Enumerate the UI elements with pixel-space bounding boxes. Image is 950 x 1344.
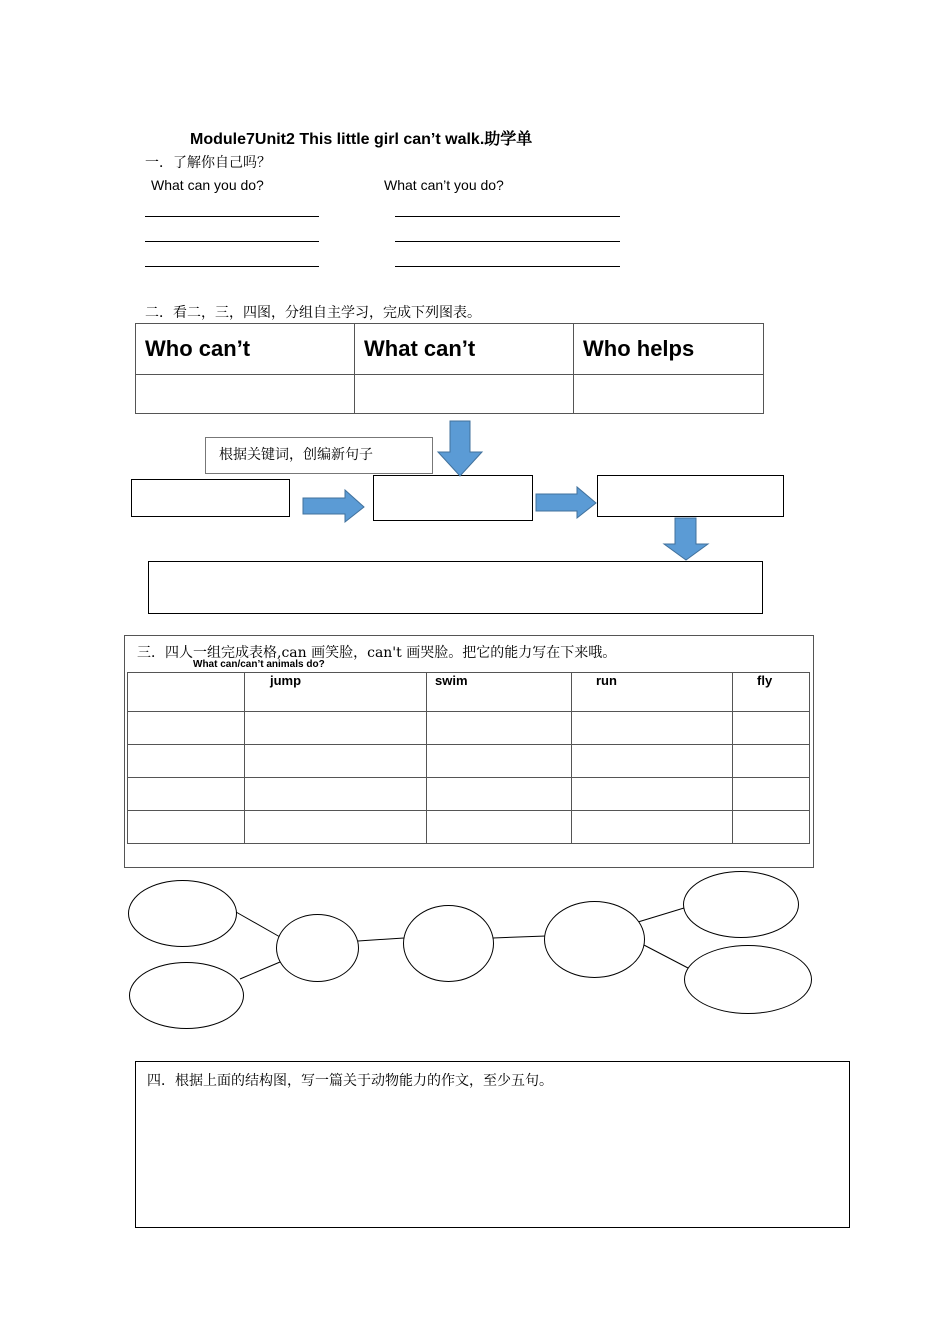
column-header-what-cant: What can’t — [355, 324, 574, 375]
table-cell[interactable] — [245, 811, 427, 844]
column-header-fly: fly — [733, 673, 810, 712]
arrow-right-icon — [303, 490, 364, 522]
table-cell[interactable] — [733, 811, 810, 844]
table-cell[interactable] — [733, 745, 810, 778]
table-cell[interactable] — [733, 778, 810, 811]
keyword-label: 根据关键词，创编新句子 — [219, 447, 373, 463]
mind-map-bubble[interactable] — [683, 871, 799, 938]
table-cell[interactable] — [427, 712, 572, 745]
column-header-run: run — [572, 673, 733, 712]
table-row — [128, 712, 810, 745]
mind-map-bubble[interactable] — [276, 914, 359, 982]
table-cell[interactable] — [572, 745, 733, 778]
arrow-down-icon — [664, 518, 708, 560]
mind-map-bubble[interactable] — [684, 945, 812, 1014]
table-cell[interactable] — [245, 778, 427, 811]
flow-arrows — [0, 0, 950, 620]
column-header-swim: swim — [427, 673, 572, 712]
table-row — [128, 811, 810, 844]
section2-heading: 二．看二，三，四图，分组自主学习，完成下列图表。 — [145, 305, 481, 321]
animal-cell[interactable] — [128, 811, 245, 844]
animal-cell[interactable] — [128, 745, 245, 778]
question-cant: What can’t you do? — [384, 177, 504, 193]
question-can: What can you do? — [151, 177, 264, 193]
animal-ability-table — [127, 672, 810, 844]
table-row — [128, 778, 810, 811]
page-title: Module7Unit2 This little girl can’t walk.助学单 — [190, 131, 533, 148]
table-cell[interactable] — [427, 745, 572, 778]
animal-cell[interactable] — [128, 712, 245, 745]
table-cell[interactable] — [572, 712, 733, 745]
table-cell[interactable] — [427, 811, 572, 844]
column-header-jump: jump — [245, 673, 427, 712]
table-row — [128, 745, 810, 778]
table-cell[interactable] — [572, 778, 733, 811]
arrow-down-icon — [438, 421, 482, 476]
mind-map-bubble[interactable] — [128, 880, 237, 947]
mind-map-center-bubble[interactable] — [403, 905, 494, 982]
arrow-right-icon — [536, 487, 596, 518]
column-header-animal — [128, 673, 245, 712]
column-header-who-cant: Who can’t — [136, 324, 355, 375]
mind-map-bubble[interactable] — [129, 962, 244, 1029]
composition-box[interactable] — [135, 1061, 850, 1228]
section1-heading: 一．了解你自己吗？ — [145, 155, 271, 171]
animal-cell[interactable] — [128, 778, 245, 811]
table-cell[interactable] — [427, 778, 572, 811]
table-cell[interactable] — [572, 811, 733, 844]
table-cell[interactable] — [245, 712, 427, 745]
column-header-who-helps: Who helps — [574, 324, 764, 375]
mind-map-bubble[interactable] — [544, 901, 645, 978]
section3-heading: 三．四人一组完成表格,can 画笑脸，can't 画哭脸。把它的能力写在下来哦。 — [137, 645, 617, 661]
section3-subheading: What can/can’t animals do? — [193, 659, 325, 670]
section4-heading: 四．根据上面的结构图，写一篇关于动物能力的作文，至少五句。 — [147, 1073, 553, 1089]
table-cell[interactable] — [733, 712, 810, 745]
table-cell[interactable] — [245, 745, 427, 778]
